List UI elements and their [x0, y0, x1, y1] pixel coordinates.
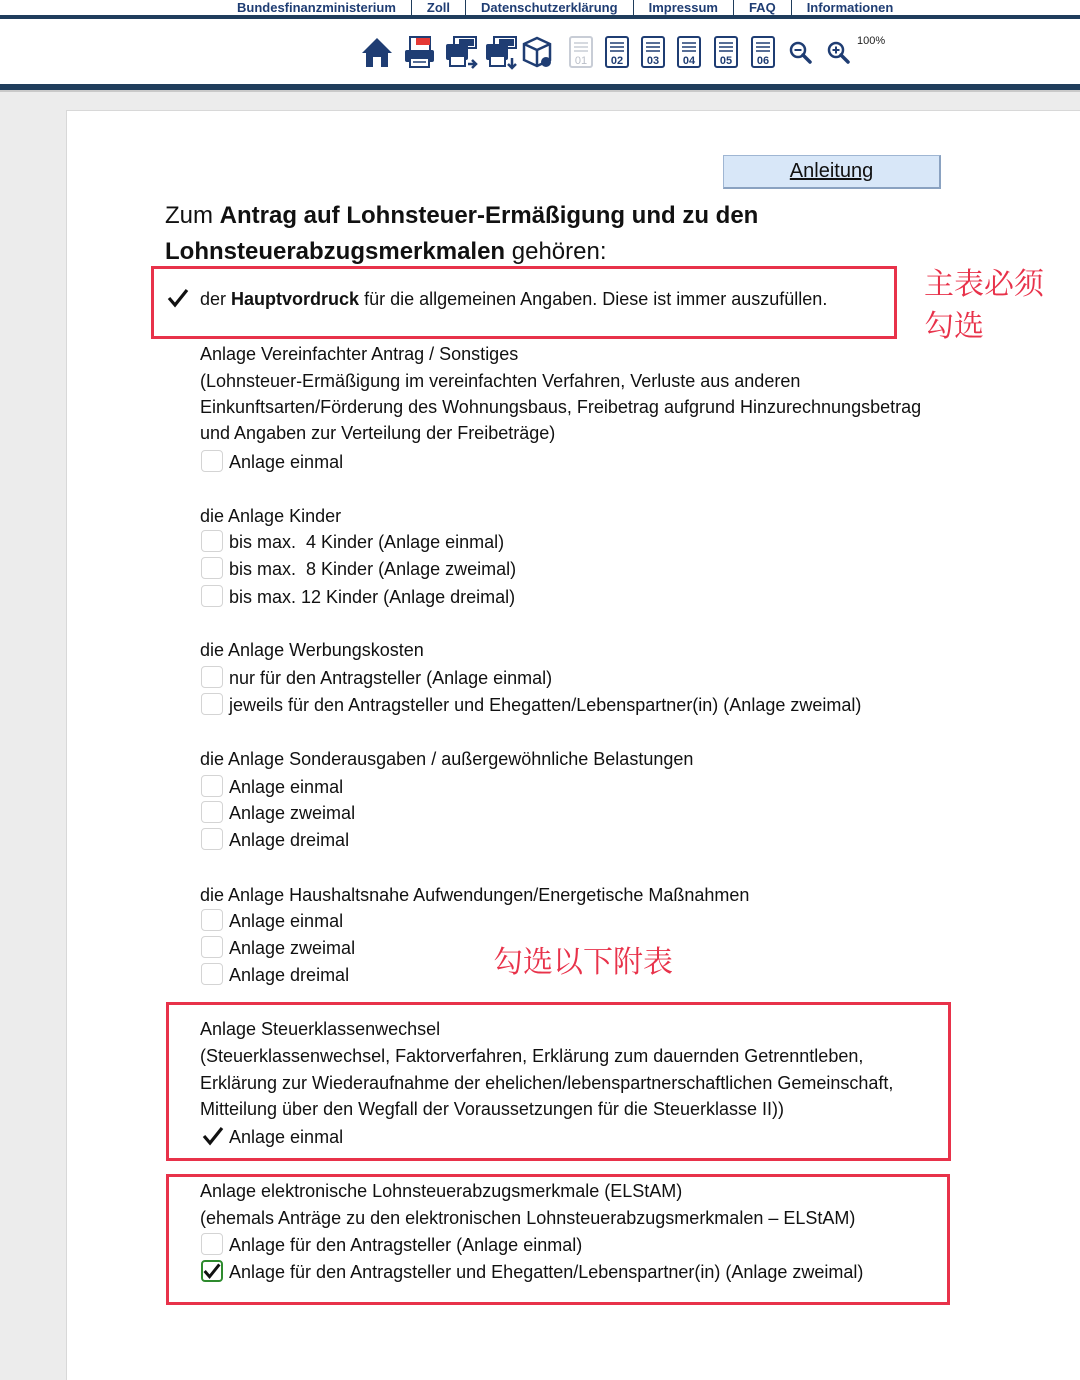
page-01-icon	[564, 34, 598, 70]
kinder-4-label: bis max. 4 Kinder (Anlage einmal)	[229, 532, 505, 552]
zoom-level: 100%	[857, 35, 886, 47]
sonder-zweimal-checkbox[interactable]	[201, 801, 223, 823]
xml-export-icon	[444, 34, 478, 70]
vereinfacht-desc-3: und Angaben zur Verteilung der Freibeträge)	[200, 423, 556, 443]
xml-export-button[interactable]	[444, 34, 478, 70]
package-icon	[520, 34, 554, 70]
zoom-in-button[interactable]	[822, 34, 856, 70]
nav-link-faq[interactable]: FAQ	[734, 0, 792, 16]
elstam-heading: Anlage elektronische Lohnsteuerabzugsmerkmale (ELStAM)	[200, 1181, 683, 1201]
pdf-print-icon	[402, 34, 436, 70]
header-shadow	[0, 90, 1080, 92]
haushalt-einmal-checkbox[interactable]	[201, 909, 223, 931]
page-01-label: 01	[574, 55, 588, 67]
vereinfacht-einmal-checkbox[interactable]	[201, 450, 223, 472]
nav-link-zoll[interactable]: Zoll	[412, 0, 466, 16]
page-button-04[interactable]	[672, 34, 706, 70]
xml-import-button[interactable]	[484, 34, 518, 70]
nav-link-impressum[interactable]: Impressum	[634, 0, 734, 16]
elstam-zweimal-label: Anlage für den Antragsteller und Ehegatten/Lebenspartner(in) (Anlage zweimal)	[229, 1262, 864, 1282]
hauptvordruck-prefix: der	[200, 289, 232, 309]
annotation-note-main-line1: 主表必须	[924, 268, 1044, 301]
haushalt-zweimal-checkbox[interactable]	[201, 936, 223, 958]
sonder-einmal-checkbox[interactable]	[201, 775, 223, 797]
kinder-12-checkbox[interactable]	[201, 585, 223, 607]
werbung-zweimal-checkbox[interactable]	[201, 693, 223, 715]
nav-link-informationen[interactable]: Informationen	[806, 0, 894, 15]
page-button-06[interactable]	[746, 34, 780, 70]
werbung-einmal-label: nur für den Antragsteller (Anlage einmal)	[229, 668, 553, 688]
werbung-zweimal-label: jeweils für den Antragsteller und Ehegatten/Lebenspartner(in) (Anlage zweimal)	[229, 695, 862, 715]
hauptvordruck-bold: Hauptvordruck	[231, 289, 360, 309]
title-bold-line2: Lohnsteuerabzugsmerkmalen	[165, 238, 506, 265]
xml-import-icon	[484, 34, 518, 70]
title-bold-line1: Antrag auf Lohnsteuer-Ermäßigung und zu den	[219, 202, 759, 229]
annotation-note-main-line2: 勾选	[924, 310, 984, 343]
top-nav	[222, 0, 908, 16]
page-button-02[interactable]	[600, 34, 634, 70]
zoom-out-icon	[784, 34, 818, 70]
page-06-label: 06	[756, 55, 770, 67]
vereinfacht-desc-2: Einkunftsarten/Förderung des Wohnungsbaus, Freibetrag aufgrund Hinzurechnungsbetrag	[200, 397, 922, 417]
zoom-out-button[interactable]	[784, 34, 818, 70]
kinder-8-checkbox[interactable]	[201, 557, 223, 579]
title-prefix: Zum	[165, 202, 220, 229]
nav-link-datenschutz[interactable]: Datenschutzerklärung	[466, 0, 634, 16]
annotation-box-elstam	[166, 1174, 950, 1305]
annotation-box-steuerklasse	[166, 1002, 951, 1161]
top-bar	[0, 0, 1080, 90]
title-suffix: gehören:	[505, 238, 607, 265]
werbung-heading: die Anlage Werbungskosten	[200, 640, 424, 660]
page-title	[165, 198, 758, 270]
page-02-label: 02	[610, 55, 624, 67]
kinder-heading: die Anlage Kinder	[200, 506, 342, 526]
vereinfacht-heading: Anlage Vereinfachter Antrag / Sonstiges	[200, 344, 519, 364]
kinder-12-label: bis max. 12 Kinder (Anlage dreimal)	[229, 587, 516, 607]
page-03-label: 03	[646, 55, 660, 67]
haushalt-dreimal-label: Anlage dreimal	[229, 965, 350, 985]
kinder-8-label: bis max. 8 Kinder (Anlage zweimal)	[229, 559, 517, 579]
page-04-icon	[672, 34, 706, 70]
steuerklasse-desc-3: Mitteilung über den Wegfall der Voraussetzungen für die Steuerklasse II))	[200, 1099, 784, 1119]
sonder-heading: die Anlage Sonderausgaben / außergewöhnliche Belastungen	[200, 749, 694, 769]
haushalt-einmal-label: Anlage einmal	[229, 911, 344, 931]
page-04-label: 04	[682, 55, 696, 67]
vereinfacht-einmal-label: Anlage einmal	[229, 452, 344, 472]
werbung-einmal-checkbox[interactable]	[201, 666, 223, 688]
zoom-in-icon	[822, 34, 856, 70]
package-button[interactable]	[520, 34, 554, 70]
hauptvordruck-suffix: für die allgemeinen Angaben. Diese ist immer auszufüllen.	[359, 289, 828, 309]
steuerklasse-einmal-label: Anlage einmal	[229, 1127, 344, 1147]
elstam-desc: (ehemals Anträge zu den elektronischen Lohnsteuerabzugsmerkmalen – ELStAM)	[200, 1208, 856, 1228]
home-button[interactable]	[360, 34, 394, 70]
kinder-4-checkbox[interactable]	[201, 530, 223, 552]
page-button-05[interactable]	[709, 34, 743, 70]
sonder-dreimal-checkbox[interactable]	[201, 828, 223, 850]
page-05-icon	[709, 34, 743, 70]
page-03-icon	[636, 34, 670, 70]
page-button-03[interactable]	[636, 34, 670, 70]
page-05-label: 05	[719, 55, 733, 67]
steuerklasse-desc-2: Erklärung zur Wiederaufnahme der ehelichen/lebenspartnerschaftlichen Gemeinschaft,	[200, 1073, 894, 1093]
vereinfacht-desc-1: (Lohnsteuer-Ermäßigung im vereinfachten Verfahren, Verluste aus anderen	[200, 371, 801, 391]
nav-divider	[0, 15, 1080, 19]
annotation-box-hauptvordruck	[151, 266, 897, 339]
home-icon	[360, 34, 394, 70]
anleitung-button[interactable]: Anleitung	[723, 155, 941, 189]
page-button-01[interactable]	[564, 34, 598, 70]
elstam-einmal-label: Anlage für den Antragsteller (Anlage einmal)	[229, 1235, 583, 1255]
sonder-dreimal-label: Anlage dreimal	[229, 830, 350, 850]
haushalt-heading: die Anlage Haushaltsnahe Aufwendungen/Energetische Maßnahmen	[200, 885, 750, 905]
haushalt-dreimal-checkbox[interactable]	[201, 963, 223, 985]
steuerklasse-desc-1: (Steuerklassenwechsel, Faktorverfahren, Erklärung zum dauernden Getrenntleben,	[200, 1046, 864, 1066]
nav-link-bundesfinanzministerium[interactable]: Bundesfinanzministerium	[222, 0, 412, 16]
haushalt-zweimal-label: Anlage zweimal	[229, 938, 356, 958]
steuerklasse-heading: Anlage Steuerklassenwechsel	[200, 1019, 441, 1039]
sonder-zweimal-label: Anlage zweimal	[229, 803, 356, 823]
pdf-print-button[interactable]	[402, 34, 436, 70]
page-06-icon	[746, 34, 780, 70]
annotation-note-attachments: 勾选以下附表	[493, 946, 673, 979]
page-02-icon	[600, 34, 634, 70]
sonder-einmal-label: Anlage einmal	[229, 777, 344, 797]
